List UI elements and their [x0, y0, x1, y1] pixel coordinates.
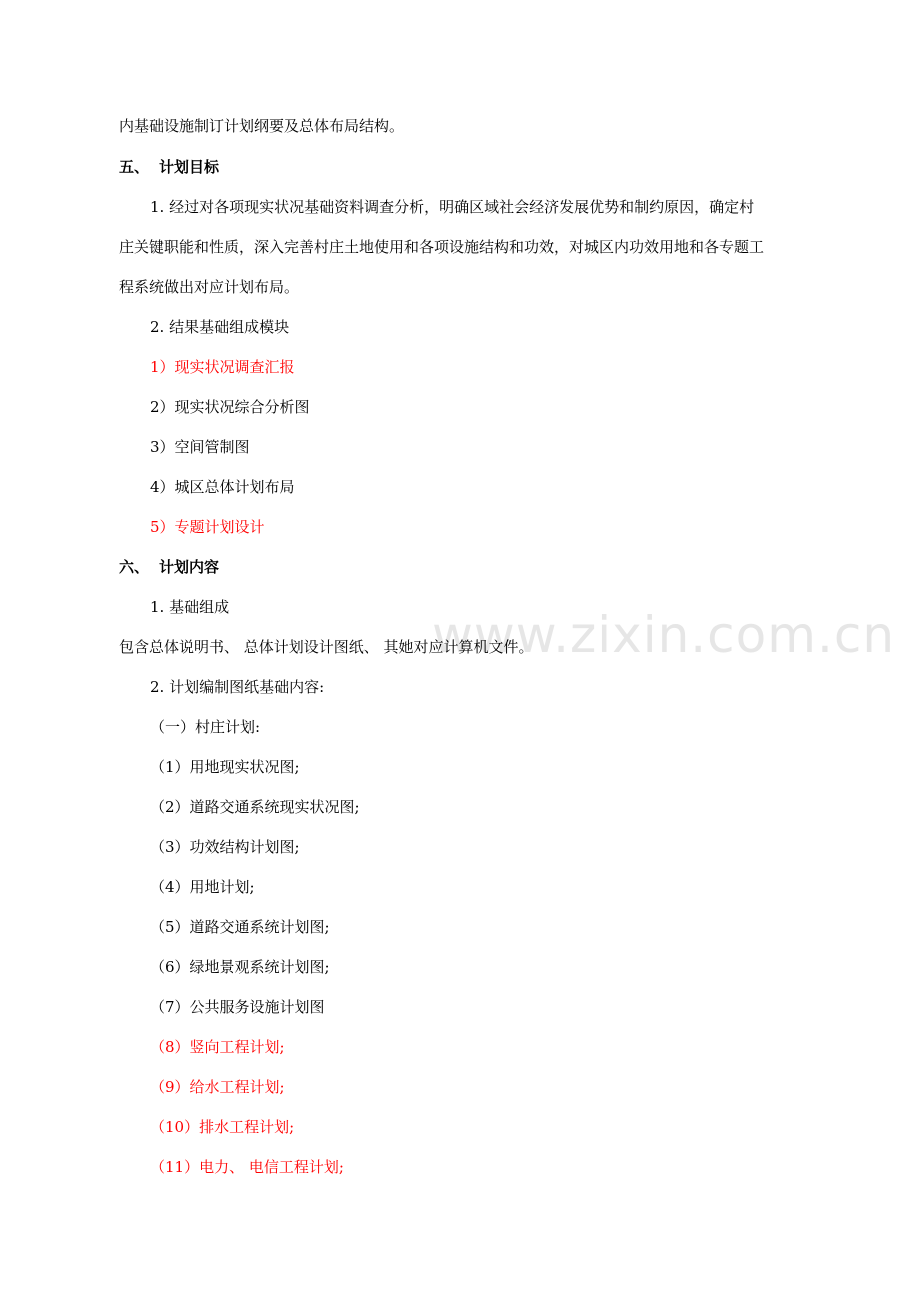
village-plan-subheading: （一）村庄计划: [150, 718, 261, 736]
list-item: （9）给水工程计划; [150, 1078, 285, 1096]
goal-paragraph-line-2: 庄关键职能和性质，深入完善村庄土地使用和各项设施结构和功效，对城区内功效用地和各专题工 [119, 238, 765, 256]
list-item: 5）专题计划设计 [150, 518, 265, 536]
basic-composition-body: 包含总体说明书、 总体计划设计图纸、 其她对应计算机文件。 [119, 638, 534, 656]
list-item: 1）现实状况调查汇报 [150, 358, 295, 376]
list-item: （7）公共服务设施计划图 [150, 998, 325, 1016]
list-item: （11）电力、 电信工程计划; [150, 1158, 344, 1176]
goal-paragraph-line-1: 1. 经过对各项现实状况基础资料调查分析，明确区域社会经济发展优势和制约原因，确定村 [150, 198, 755, 216]
list-item: （4）用地计划; [150, 878, 255, 896]
list-item: 4）城区总体计划布局 [150, 478, 295, 496]
list-item: （5）道路交通系统计划图; [150, 918, 330, 936]
basic-composition-heading: 1. 基础组成 [150, 598, 230, 616]
intro-paragraph: 内基础设施制订计划纲要及总体布局结构。 [119, 117, 405, 135]
section-five-heading [119, 157, 219, 177]
list-item: （2）道路交通系统现实状况图; [150, 798, 360, 816]
section-six-heading [119, 557, 219, 577]
section-six-number: 六、 [119, 558, 150, 576]
drawing-content-heading: 2. 计划编制图纸基础内容: [150, 678, 325, 696]
list-item: （6）绿地景观系统计划图; [150, 958, 330, 976]
watermark: www.zixin.com.cn [432, 606, 896, 664]
list-item: （3）功效结构计划图; [150, 838, 300, 856]
list-item: （1）用地现实状况图; [150, 758, 300, 776]
result-modules-heading: 2. 结果基础组成模块 [150, 318, 290, 336]
list-item: （8）竖向工程计划; [150, 1038, 285, 1056]
goal-paragraph-line-3: 程系统做出对应计划布局。 [119, 278, 300, 296]
section-six-title: 计划内容 [159, 558, 220, 576]
section-five-title: 计划目标 [159, 158, 220, 176]
section-five-number: 五、 [119, 158, 150, 176]
list-item: 3）空间管制图 [150, 438, 250, 456]
list-item: 2）现实状况综合分析图 [150, 398, 310, 416]
list-item: （10）排水工程计划; [150, 1118, 295, 1136]
